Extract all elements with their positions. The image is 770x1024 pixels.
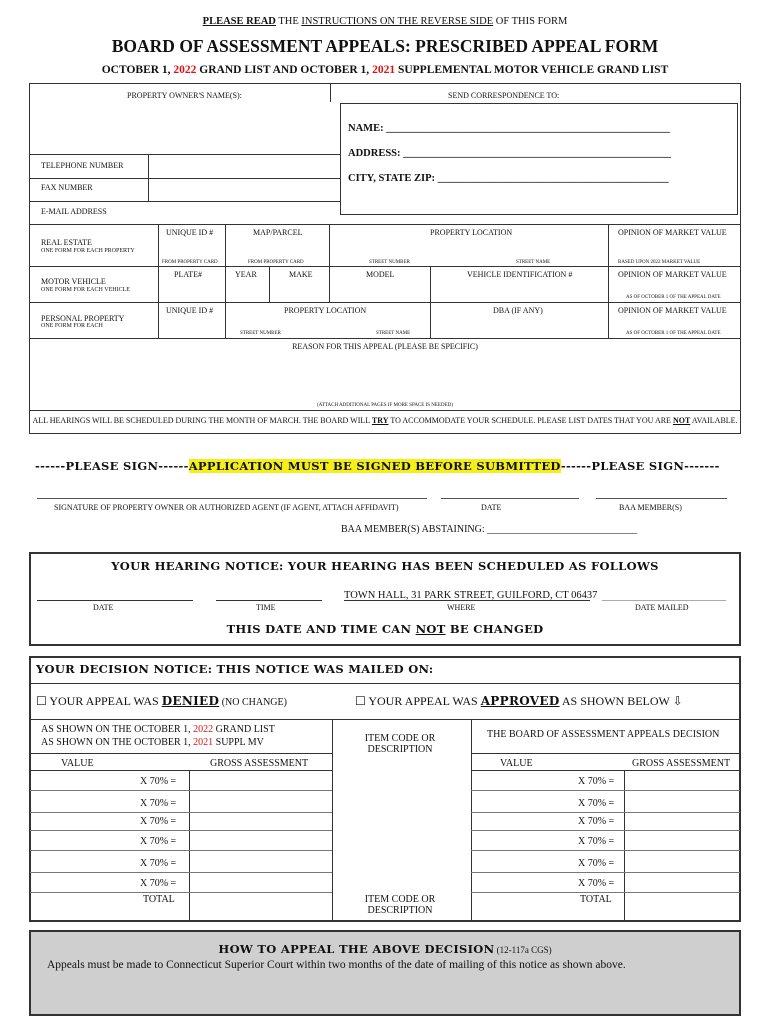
decision-header-line-right bbox=[471, 753, 740, 754]
re-col-line bbox=[608, 224, 609, 266]
form-title: BOARD OF ASSESSMENT APPEALS: PRESCRIBED APPEAL FORM bbox=[111, 36, 659, 56]
please-read-text: PLEASE READ bbox=[202, 16, 276, 27]
decision-row-line bbox=[471, 812, 740, 813]
supplemental-year: 2021 bbox=[372, 64, 396, 76]
total-right: TOTAL bbox=[580, 894, 612, 905]
real-estate-top-line bbox=[30, 224, 740, 225]
approved-checkbox[interactable]: ☐ bbox=[355, 694, 366, 708]
personal-property-label: PERSONAL PROPERTY bbox=[41, 314, 125, 323]
re-from-card-1: FROM PROPERTY CARD bbox=[162, 260, 218, 265]
cannot-not: NOT bbox=[415, 622, 446, 636]
hearings-text: ALL HEARINGS WILL BE SCHEDULED DURING THE MONTH OF MARCH. THE BOARD WILL bbox=[32, 416, 372, 425]
multiplier-left: X 70% = bbox=[140, 878, 177, 889]
pp-col-line bbox=[430, 302, 431, 338]
multiplier-right: X 70% = bbox=[578, 878, 615, 889]
baa-member-label: BAA MEMBER(S) bbox=[619, 503, 682, 512]
shown-year-1: 2022 bbox=[193, 724, 214, 735]
mv-plate: PLATE# bbox=[174, 270, 202, 279]
please-sign-banner bbox=[35, 459, 720, 473]
mv-col-line bbox=[608, 266, 609, 302]
decision-row-line bbox=[30, 872, 332, 873]
value-header-right: VALUE bbox=[500, 758, 533, 769]
re-col-line bbox=[158, 224, 159, 266]
approved-word: APPROVED bbox=[480, 694, 560, 708]
multiplier-right: X 70% = bbox=[578, 858, 615, 869]
pp-col-line bbox=[608, 302, 609, 338]
mv-opinion-value: OPINION OF MARKET VALUE bbox=[618, 270, 727, 279]
how-to-title-text: HOW TO APPEAL THE ABOVE DECISION bbox=[218, 942, 495, 956]
mv-col-line bbox=[329, 266, 330, 302]
decision-table-top bbox=[30, 719, 740, 720]
pp-opinion-value: OPINION OF MARKET VALUE bbox=[618, 306, 727, 315]
total-left: TOTAL bbox=[143, 894, 175, 905]
re-street-number: STREET NUMBER bbox=[369, 260, 410, 265]
approved-option[interactable] bbox=[355, 694, 683, 709]
re-unique-id: UNIQUE ID # bbox=[166, 228, 214, 237]
decision-notice-title: YOUR DECISION NOTICE: THIS NOTICE WAS MAILED ON: bbox=[36, 662, 434, 676]
decision-row-line bbox=[30, 790, 332, 791]
hearing-date-label: DATE bbox=[93, 603, 114, 612]
shown-text: AS SHOWN ON THE OCTOBER 1, bbox=[41, 724, 194, 735]
hearings-top-line bbox=[30, 410, 740, 411]
re-col-line bbox=[225, 224, 226, 266]
decision-row-line bbox=[471, 850, 740, 851]
denied-text: YOUR APPEAL WAS bbox=[49, 694, 162, 708]
shown-year-2: 2021 bbox=[193, 737, 214, 748]
decision-row-line bbox=[30, 850, 332, 851]
re-street-name: STREET NAME bbox=[516, 260, 551, 265]
mv-vin: VEHICLE IDENTIFICATION # bbox=[467, 270, 573, 279]
pp-asof-note: AS OF OCTOBER 1 OF THE APPEAL DATE bbox=[626, 331, 721, 336]
mv-year: YEAR bbox=[235, 270, 257, 279]
hearing-where-label: WHERE bbox=[447, 603, 476, 612]
mv-col-line bbox=[430, 266, 431, 302]
date-line[interactable] bbox=[441, 498, 579, 499]
shown-on-grand-list bbox=[41, 724, 275, 735]
hearing-notice-title: YOUR HEARING NOTICE: YOUR HEARING HAS BEEN SCHEDULED AS FOLLOWS bbox=[111, 559, 659, 573]
baa-member-line[interactable] bbox=[596, 498, 727, 499]
city-state-zip-field[interactable]: CITY, STATE ZIP: ____________________________________________ bbox=[348, 173, 669, 184]
multiplier-left: X 70% = bbox=[140, 836, 177, 847]
re-property-location: PROPERTY LOCATION bbox=[430, 228, 513, 237]
pp-dba: DBA (IF ANY) bbox=[493, 306, 543, 315]
decision-col-line bbox=[332, 719, 333, 920]
hearings-try: TRY bbox=[371, 416, 389, 425]
telephone-label: TELEPHONE NUMBER bbox=[41, 161, 124, 170]
mv-model: MODEL bbox=[366, 270, 395, 279]
address-field[interactable]: ADDRESS: ___________________________________________________ bbox=[348, 148, 671, 159]
hearings-notice bbox=[30, 416, 740, 425]
decision-row-line bbox=[30, 812, 332, 813]
pp-col-line bbox=[158, 302, 159, 338]
denied-word: DENIED bbox=[161, 694, 220, 708]
cannot-change-notice bbox=[29, 622, 741, 636]
pp-street-number: STREET NUMBER bbox=[240, 331, 281, 336]
decision-row-line bbox=[471, 830, 740, 831]
multiplier-left: X 70% = bbox=[140, 816, 177, 827]
decision-row-line-right bbox=[471, 770, 740, 771]
name-field[interactable]: NAME: ______________________________________________________ bbox=[348, 123, 670, 134]
reverse-side-notice bbox=[0, 16, 770, 27]
denied-option[interactable] bbox=[36, 694, 287, 709]
motor-vehicle-label: MOTOR VEHICLE bbox=[41, 277, 106, 286]
shown-text: GRAND LIST bbox=[213, 724, 275, 735]
multiplier-left: X 70% = bbox=[140, 776, 177, 787]
mv-col-line bbox=[269, 266, 270, 302]
multiplier-right: X 70% = bbox=[578, 798, 615, 809]
mv-asof-note: AS OF OCTOBER 1 OF THE APPEAL DATE bbox=[626, 295, 721, 300]
re-col-line bbox=[329, 224, 330, 266]
multiplier-left: X 70% = bbox=[140, 798, 177, 809]
decision-row-line bbox=[471, 872, 740, 873]
hearings-text: TO ACCOMMODATE YOUR SCHEDULE. PLEASE LIST DATES THAT YOU ARE bbox=[388, 416, 673, 425]
real-estate-label: REAL ESTATE bbox=[41, 238, 92, 247]
mv-make: MAKE bbox=[289, 270, 313, 279]
decision-row-line bbox=[471, 790, 740, 791]
owner-vertical-divider bbox=[330, 84, 331, 102]
signature-line[interactable] bbox=[37, 498, 427, 499]
mv-col-line bbox=[225, 266, 226, 302]
hearing-time-label: TIME bbox=[256, 603, 276, 612]
gross-header-left: GROSS ASSESSMENT bbox=[210, 758, 309, 769]
shown-text: AS SHOWN ON THE OCTOBER 1, bbox=[41, 737, 194, 748]
signature-label: SIGNATURE OF PROPERTY OWNER OR AUTHORIZED AGENT (IF AGENT, ATTACH AFFIDAVIT) bbox=[54, 503, 399, 512]
correspondence-box[interactable] bbox=[340, 103, 738, 215]
fax-label: FAX NUMBER bbox=[41, 183, 93, 192]
mv-col-line bbox=[158, 266, 159, 302]
must-be-signed: APPLICATION MUST BE SIGNED BEFORE SUBMITTED bbox=[188, 459, 561, 473]
baa-abstaining[interactable]: BAA MEMBER(S) ABSTAINING: ______________________________ bbox=[341, 524, 638, 535]
fax-line bbox=[30, 178, 340, 179]
reason-label: REASON FOR THIS APPEAL (PLEASE BE SPECIFIC) bbox=[292, 342, 478, 351]
hearing-mailed-label: DATE MAILED bbox=[635, 603, 689, 612]
hearings-not: NOT bbox=[672, 416, 691, 425]
grand-list-year: 2022 bbox=[173, 64, 197, 76]
re-opinion-value: OPINION OF MARKET VALUE bbox=[618, 228, 727, 237]
pp-unique-id: UNIQUE ID # bbox=[166, 306, 214, 315]
item-code-header: ITEM CODE OR DESCRIPTION bbox=[364, 733, 436, 755]
approved-text: YOUR APPEAL WAS bbox=[368, 694, 481, 708]
subtitle-part: GRAND LIST AND OCTOBER 1, bbox=[196, 64, 373, 76]
denied-checkbox[interactable]: ☐ bbox=[36, 694, 47, 708]
pp-street-name: STREET NAME bbox=[376, 331, 411, 336]
hearing-date-line[interactable] bbox=[37, 600, 193, 601]
please-sign-right: ------PLEASE SIGN------- bbox=[560, 459, 720, 473]
approved-text-tail: AS SHOWN BELOW ⇩ bbox=[559, 694, 683, 708]
how-to-appeal-title bbox=[29, 940, 741, 958]
hearing-time-line[interactable] bbox=[216, 600, 322, 601]
decision-row-line bbox=[471, 892, 740, 893]
notice-tail: OF THIS FORM bbox=[493, 16, 568, 27]
mv-top-line bbox=[30, 266, 740, 267]
form-subtitle bbox=[0, 64, 770, 76]
decision-row-line-left bbox=[30, 770, 332, 771]
motor-vehicle-sub: ONE FORM FOR EACH VEHICLE bbox=[41, 287, 130, 293]
decision-header-line-left bbox=[30, 753, 332, 754]
subtitle-part: OCTOBER 1, bbox=[101, 64, 174, 76]
decision-row-line bbox=[30, 830, 332, 831]
reason-top-line bbox=[30, 338, 740, 339]
decision-title-underline bbox=[30, 683, 740, 684]
email-line bbox=[30, 201, 340, 202]
gross-header-right: GROSS ASSESSMENT bbox=[632, 758, 731, 769]
value-header-left: VALUE bbox=[61, 758, 94, 769]
owner-names-label: PROPERTY OWNER'S NAME(S): bbox=[127, 91, 242, 100]
date-label: DATE bbox=[481, 503, 502, 512]
cannot-text: THIS DATE AND TIME CAN bbox=[226, 622, 416, 636]
multiplier-right: X 70% = bbox=[578, 816, 615, 827]
shown-on-suppl-mv bbox=[41, 737, 264, 748]
pp-property-location: PROPERTY LOCATION bbox=[284, 306, 367, 315]
pp-col-line bbox=[225, 302, 226, 338]
email-label: E-MAIL ADDRESS bbox=[41, 207, 107, 216]
cannot-text: BE CHANGED bbox=[445, 622, 544, 636]
denied-text-tail: (NO CHANGE) bbox=[219, 697, 287, 708]
re-based-note: BASED UPON 2022 MARKET VALUE bbox=[618, 260, 701, 265]
hearings-text: AVAILABLE. bbox=[690, 416, 738, 425]
telephone-line bbox=[30, 154, 340, 155]
notice-the: THE bbox=[275, 16, 302, 27]
decision-col-line bbox=[471, 719, 472, 920]
decision-row-line bbox=[30, 892, 332, 893]
hearing-where-value: TOWN HALL, 31 PARK STREET, GUILFORD, CT 06437 bbox=[344, 590, 598, 601]
how-to-statute: (12-117a CGS) bbox=[494, 945, 552, 955]
re-from-card-2: FROM PROPERTY CARD bbox=[248, 260, 304, 265]
subtitle-part: SUPPLEMENTAL MOTOR VEHICLE GRAND LIST bbox=[395, 64, 669, 76]
personal-property-sub: ONE FORM FOR EACH bbox=[41, 323, 103, 329]
re-map-parcel: MAP/PARCEL bbox=[253, 228, 303, 237]
decision-col-line bbox=[189, 770, 190, 920]
reason-attach-note[interactable]: (ATTACH ADDITIONAL PAGES IF MORE SPACE IS NEEDED) bbox=[317, 403, 453, 408]
please-sign-left: ------PLEASE SIGN------ bbox=[35, 459, 189, 473]
item-code-footer: ITEM CODE OR DESCRIPTION bbox=[364, 894, 436, 916]
multiplier-right: X 70% = bbox=[578, 776, 615, 787]
decision-col-line bbox=[624, 770, 625, 920]
hearing-mailed-line[interactable] bbox=[602, 600, 726, 601]
real-estate-sub: ONE FORM FOR EACH PROPERTY bbox=[41, 248, 135, 254]
pp-top-line bbox=[30, 302, 740, 303]
multiplier-right: X 70% = bbox=[578, 836, 615, 847]
board-decision-header: THE BOARD OF ASSESSMENT APPEALS DECISION bbox=[487, 729, 720, 740]
shown-text: SUPPL MV bbox=[213, 737, 264, 748]
multiplier-left: X 70% = bbox=[140, 858, 177, 869]
how-to-appeal-text: Appeals must be made to Connecticut Superior Court within two months of the date of mailing of this notice as shown above. bbox=[47, 959, 626, 971]
instructions-text: INSTRUCTIONS ON THE REVERSE SIDE bbox=[301, 16, 494, 27]
send-correspondence-label: SEND CORRESPONDENCE TO: bbox=[448, 91, 560, 100]
